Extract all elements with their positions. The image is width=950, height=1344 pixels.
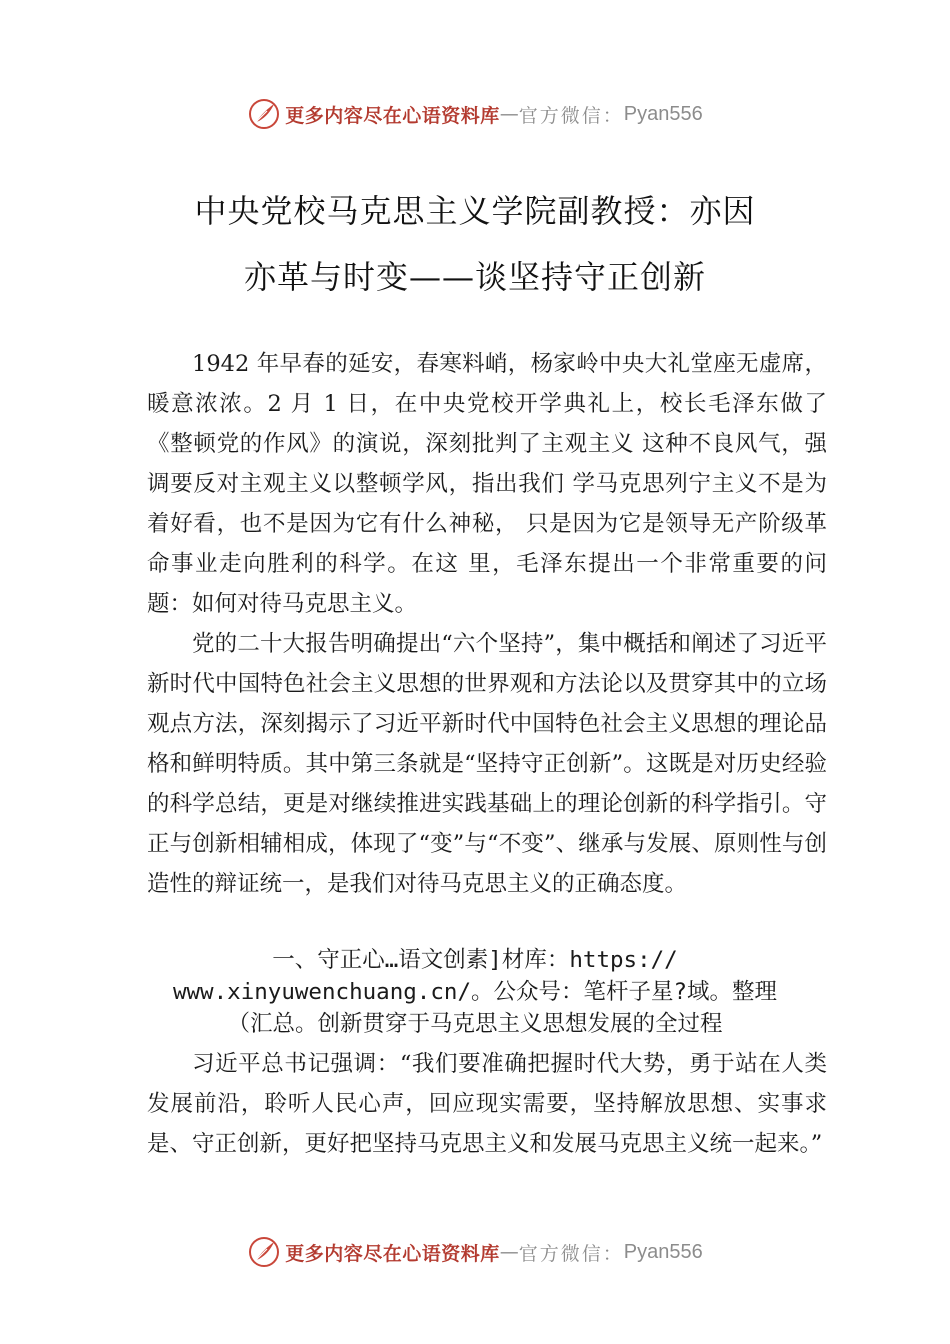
- section-heading-line-2: www.xinyuwenchuang.cn/。公众号：笔杆子星?域。整理: [172, 979, 778, 1005]
- banner-dash: —: [499, 1241, 519, 1263]
- section-heading-line-1: 一、守正心…语文创素]材库：https://: [272, 947, 678, 973]
- paragraph-text: 1942 年早春的延安，春寒料峭，杨家岭中央大礼堂座无虚席，暖意浓浓。2 月 1 日，在中央党校开学典礼上，校长毛泽东做了《整顿党的作风》的演说，深刻批判了主观主义 这种不良风气，强调要反对主观主义以整顿学风，指出我们 学马克思列宁主义不是为着好看，也不是因为它有什么神秘， 只是因为它是领导无产阶级革命事业走向胜利的科学。在这 里，毛泽东提出一个非常重要的问题：如何对待马克思主义。: [147, 351, 827, 617]
- header-banner: [0, 96, 950, 132]
- banner-brand-text: 更多内容尽在心语资料库: [285, 1242, 500, 1265]
- body-paragraph-2: [147, 624, 827, 904]
- banner-wechat-label: 官方微信：: [518, 104, 624, 127]
- banner-wechat-label: 官方微信：: [518, 1242, 624, 1265]
- paragraph-text: 习近平总书记强调：“我们要准确把握时代大势，勇于站在人类发展前沿，聆听人民心声，回应现实需要，坚持解放思想、实事求是、守正创新，更好把坚持马克思主义和发展马克思主义统一起来。”: [147, 1051, 827, 1157]
- banner-dash: —: [499, 103, 519, 125]
- feather-quill-icon: [247, 97, 281, 131]
- banner-brand-text: 更多内容尽在心语资料库: [285, 104, 500, 127]
- paragraph-text: 党的二十大报告明确提出“六个坚持”，集中概括和阐述了习近平新时代中国特色社会主义思想的世界观和方法论以及贯穿其中的立场观点方法，深刻揭示了习近平新时代中国特色社会主义思想的理论品格和鲜明特质。其中第三条就是“坚持守正创新”。这既是对历史经验的科学总结，更是对继续推进实践基础上的理论创新的科学指引。守正与创新相辅相成，体现了“变”与“不变”、继承与发展、原则性与创造性的辩证统一，是我们对待马克思主义的正确态度。: [147, 631, 827, 897]
- body-paragraph-3: [147, 1044, 827, 1164]
- section-heading-line-3: （汇总。创新贯穿于马克思主义思想发展的全过程: [227, 1011, 723, 1037]
- document-title-line-1: 中央党校马克思主义学院副教授：亦因: [194, 192, 756, 230]
- document-title-line-2: 亦革与时变——谈坚持守正创新: [243, 258, 706, 296]
- feather-quill-icon: [247, 1235, 281, 1269]
- body-paragraph-1: [147, 344, 827, 624]
- banner-wechat-id: Pyan556: [623, 102, 703, 125]
- banner-wechat-id: Pyan556: [623, 1240, 703, 1263]
- footer-banner: [0, 1234, 950, 1270]
